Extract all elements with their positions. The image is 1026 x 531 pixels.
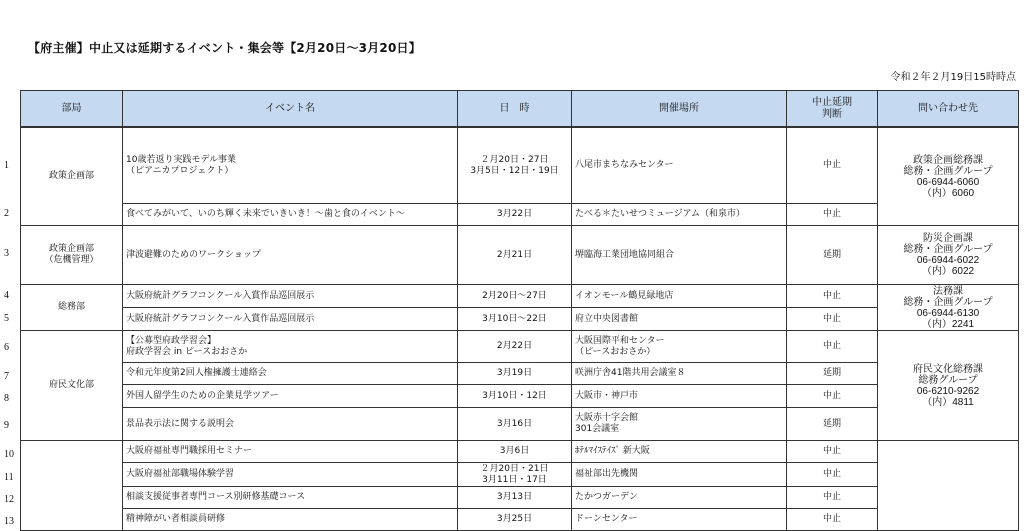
col-header-date: 日 時 — [458, 91, 572, 127]
dept-cell: 府民文化部 — [21, 331, 123, 441]
venue-cell: ドーンセンター — [572, 509, 787, 531]
date-cell: 3月13日 — [458, 487, 572, 509]
dept-cell: 政策企画部 — [21, 128, 123, 226]
decision-cell: 中止 — [787, 128, 878, 204]
date-cell: 3月16日 — [458, 408, 572, 441]
row-number: 9 — [4, 420, 9, 431]
decision-cell: 中止 — [787, 204, 878, 226]
table-row — [21, 226, 1019, 285]
date-cell: 3月25日 — [458, 509, 572, 531]
venue-cell: 大阪市・神戸市 — [572, 385, 787, 408]
event-cell: 食べてみがいて、いのち輝く未来でいきいき！〜歯と食のイベント〜 — [123, 204, 458, 226]
row-number: 3 — [4, 248, 9, 259]
event-cell: 大阪府統計グラフコンクール入賞作品巡回展示 — [123, 308, 458, 331]
col-header-venue: 開催場所 — [572, 91, 787, 127]
page-title: 【府主催】中止又は延期するイベント・集会等【2月20日〜3月20日】 — [28, 41, 421, 55]
date-cell: 3月6日 — [458, 441, 572, 463]
table-row — [21, 331, 1019, 363]
row-number: 7 — [4, 371, 9, 382]
row-number: 11 — [4, 472, 14, 483]
row-number: 12 — [4, 494, 14, 505]
contact-cell — [878, 441, 1019, 531]
contact-cell: 府民文化総務課 総務グループ 06-6210-9262 （内）4811 — [878, 331, 1019, 441]
event-cell: 10歳若返り実践モデル事業 （ピアニカプロジェクト） — [123, 128, 458, 204]
event-cell: 大阪府統計グラフコンクール入賞作品巡回展示 — [123, 285, 458, 308]
contact-cell: 防災企画課 総務・企画グループ 06-6944-6022 （内）6022 — [878, 226, 1019, 285]
event-cell: 精神障がい者相談員研修 — [123, 509, 458, 531]
decision-cell: 中止 — [787, 385, 878, 408]
col-header-decision: 中止延期 判断 — [787, 91, 878, 127]
table-row — [21, 204, 1019, 226]
row-number: 1 — [4, 160, 9, 171]
venue-cell: 咲洲庁舎41階共用会議室８ — [572, 363, 787, 385]
venue-cell: 堺臨海工業団地協同組合 — [572, 226, 787, 285]
contact-cell: 法務課 総務・企画グループ 06-6944-6130 （内）2241 — [878, 285, 1019, 331]
table-row — [21, 363, 1019, 385]
event-cell: 相談支援従事者専門コース別研修基礎コース — [123, 487, 458, 509]
venue-cell: 大阪赤十字会館 301会議室 — [572, 408, 787, 441]
table-row — [21, 385, 1019, 408]
venue-cell: たべる＊たいせつミュージアム（和泉市） — [572, 204, 787, 226]
venue-cell: イオンモール鶴見緑地店 — [572, 285, 787, 308]
venue-cell: ﾎﾃﾙﾏｲｽﾃｲｽﾞ 新大阪 — [572, 441, 787, 463]
dept-cell: 政策企画部 （危機管理） — [21, 226, 123, 285]
venue-cell: 大阪国際平和センター （ピースおおさか） — [572, 331, 787, 363]
row-number: 5 — [4, 313, 9, 324]
date-cell: ２月20日・27日 3月5日・12日・19日 — [458, 128, 572, 204]
event-cell: 大阪府福祉部職場体験学習 — [123, 463, 458, 487]
row-number: 8 — [4, 393, 9, 404]
row-number: 2 — [4, 208, 9, 219]
table-row — [21, 441, 1019, 463]
date-cell: 3月10日〜22日 — [458, 308, 572, 331]
table-row — [21, 487, 1019, 509]
row-number: 6 — [4, 342, 9, 353]
header-row — [21, 91, 1019, 127]
event-cell: 津波避難のためのワークショップ — [123, 226, 458, 285]
table-row — [21, 509, 1019, 531]
venue-cell: 八尾市まちなみセンター — [572, 128, 787, 204]
table-row — [21, 463, 1019, 487]
decision-cell: 中止 — [787, 331, 878, 363]
date-cell: ２月20日・21日 3月11日・17日 — [458, 463, 572, 487]
contact-cell: 政策企画総務課 総務・企画グループ 06-6944-6060 （内）6060 — [878, 128, 1019, 226]
event-cell: 景品表示法に関する説明会 — [123, 408, 458, 441]
decision-cell: 中止 — [787, 308, 878, 331]
date-cell: 3月22日 — [458, 204, 572, 226]
decision-cell: 中止 — [787, 463, 878, 487]
date-cell: 2月22日 — [458, 331, 572, 363]
event-cell: 令和元年度第2回人権擁護士連絡会 — [123, 363, 458, 385]
event-cell: 外国人留学生のための企業見学ツアー — [123, 385, 458, 408]
date-cell: 2月21日 — [458, 226, 572, 285]
dept-cell — [21, 441, 123, 531]
row-number: 10 — [4, 449, 14, 460]
table-row — [21, 128, 1019, 204]
decision-cell: 中止 — [787, 509, 878, 531]
table-row — [21, 308, 1019, 331]
row-number: 4 — [4, 290, 9, 301]
decision-cell: 延期 — [787, 363, 878, 385]
row-number: 13 — [4, 516, 14, 527]
table-row — [21, 408, 1019, 441]
date-cell: 2月20日〜27日 — [458, 285, 572, 308]
decision-cell: 中止 — [787, 441, 878, 463]
venue-cell: 府立中央図書館 — [572, 308, 787, 331]
date-cell: 3月19日 — [458, 363, 572, 385]
event-cell: 【公募型府政学習会】 府政学習会 in ピースおおさか — [123, 331, 458, 363]
events-table — [20, 90, 1019, 531]
table-row — [21, 285, 1019, 308]
decision-cell: 延期 — [787, 408, 878, 441]
venue-cell: 福祉部出先機関 — [572, 463, 787, 487]
event-cell: 大阪府福祉専門職採用セミナー — [123, 441, 458, 463]
decision-cell: 中止 — [787, 487, 878, 509]
as-of-timestamp: 令和２年２月19日15時時点 — [890, 72, 1016, 83]
date-cell: 3月10日・12日 — [458, 385, 572, 408]
dept-cell: 総務部 — [21, 285, 123, 331]
col-header-event: イベント名 — [123, 91, 458, 127]
col-header-contact: 問い合わせ先 — [878, 91, 1019, 127]
col-header-dept: 部局 — [21, 91, 123, 127]
venue-cell: たかつガーデン — [572, 487, 787, 509]
decision-cell: 中止 — [787, 285, 878, 308]
decision-cell: 延期 — [787, 226, 878, 285]
